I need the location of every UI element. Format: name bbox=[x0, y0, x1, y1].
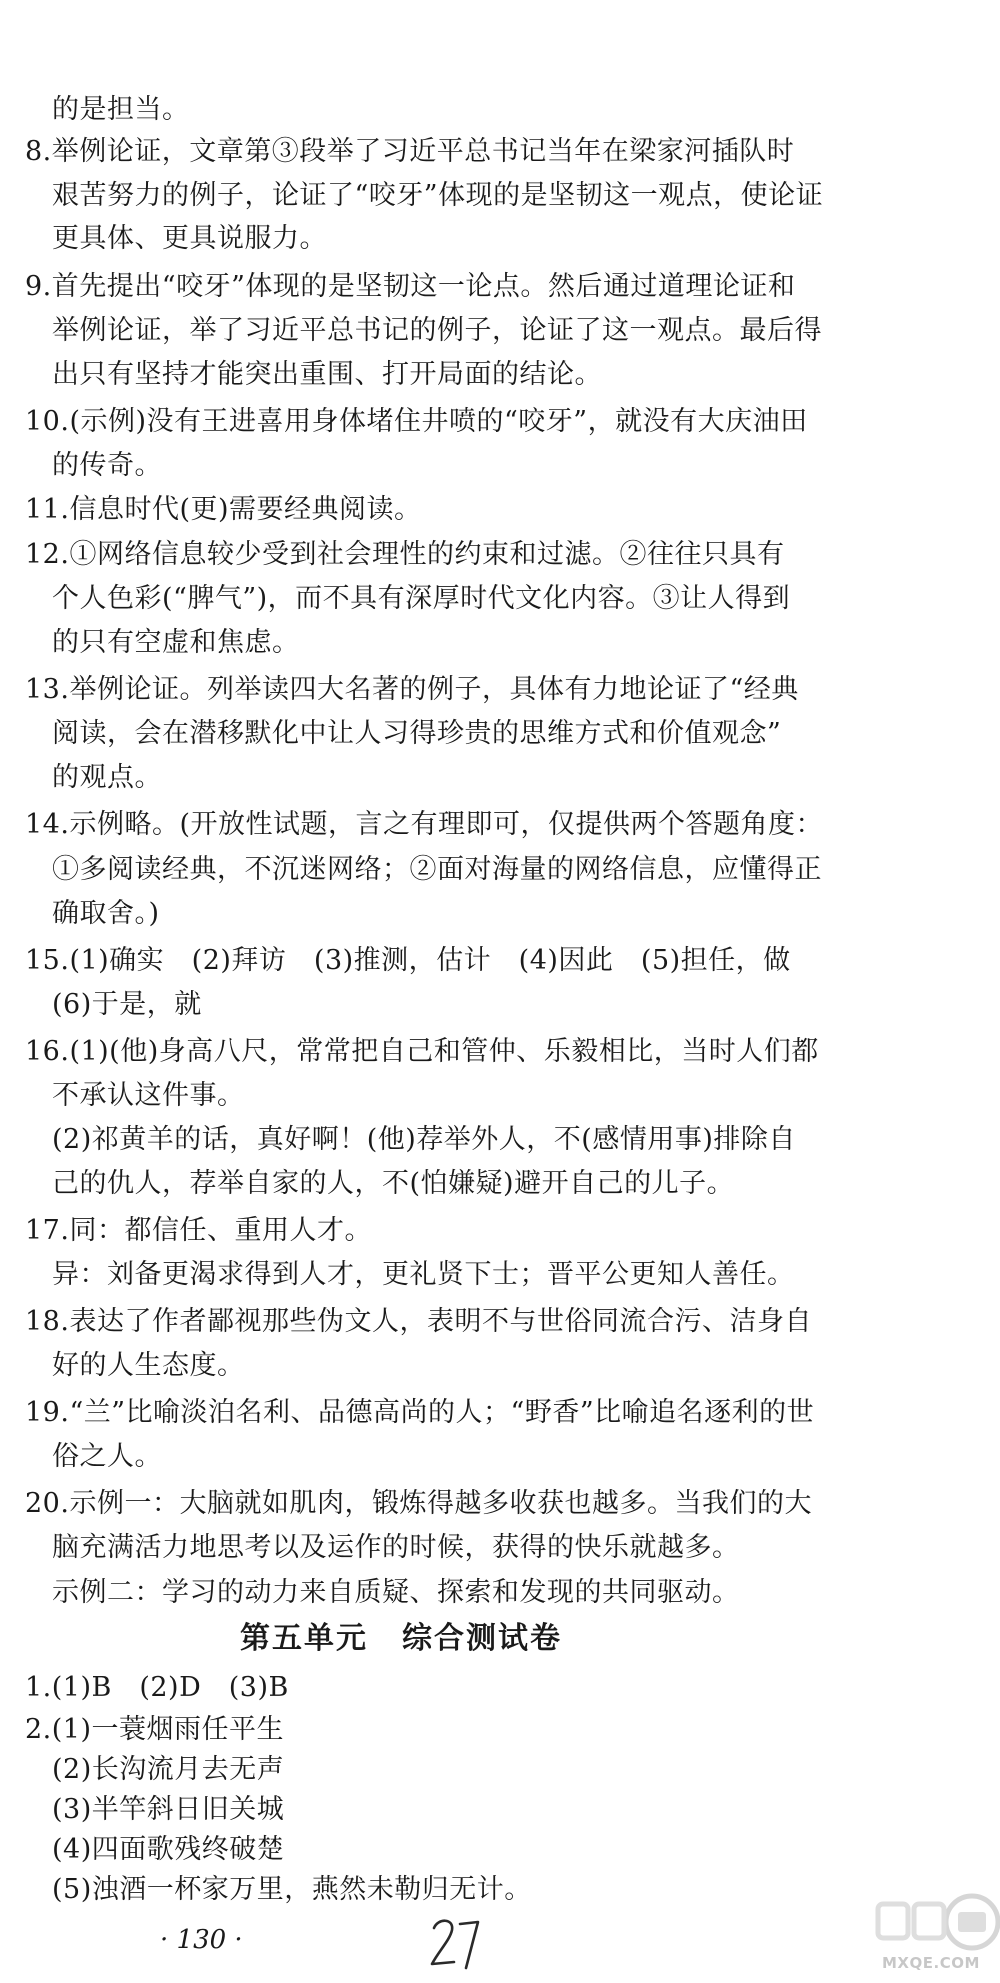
answer-line-6: (5)浊酒一杯家万里，燕然未勒归无计。 bbox=[52, 1874, 532, 1905]
handwritten-27-icon bbox=[428, 1912, 484, 1972]
text-line-18: ①多阅读经典，不沉迷网络；②面对海量的网络信息，应懂得正 bbox=[52, 854, 822, 885]
answer-seal-icon bbox=[872, 1890, 1000, 1954]
text-line-22: 16.(1)(他)身高八尺，常常把自己和管仲、乐毅相比，当时人们都 bbox=[25, 1036, 819, 1067]
text-line-9: 的传奇。 bbox=[52, 450, 162, 481]
text-line-20: 15.(1)确实 (2)拜访 (3)推测，估计 (4)因此 (5)担任，做 bbox=[25, 945, 791, 976]
text-line-17: 14.示例略。(开放性试题，言之有理即可，仅提供两个答题角度： bbox=[25, 809, 823, 840]
text-line-23: 不承认这件事。 bbox=[52, 1080, 245, 1111]
text-line-25: 己的仇人，荐举自家的人，不(怕嫌疑)避开自己的儿子。 bbox=[52, 1168, 735, 1199]
section-heading-unit: 第五单元 bbox=[240, 1621, 368, 1656]
text-line-14: 13.举例论证。列举读四大名著的例子，具体有力地论证了“经典 bbox=[25, 674, 799, 705]
text-line-34b: 示例二：学习的动力来自质疑、探索和发现的共同驱动。 bbox=[52, 1577, 740, 1608]
text-line-33b: 脑充满活力地思考以及运作的时候，获得的快乐就越多。 bbox=[52, 1532, 740, 1563]
text-line-7: 出只有坚持才能突出重围、打开局面的结论。 bbox=[52, 359, 602, 390]
text-line-6: 举例论证，举了习近平总书记的例子，论证了这一观点。最后得 bbox=[52, 315, 822, 346]
text-line-2: 8.举例论证，文章第③段举了习近平总书记当年在梁家河插队时 bbox=[25, 136, 795, 167]
text-line-28: 18.表达了作者鄙视那些伪文人，表明不与世俗同流合污、洁身自 bbox=[25, 1306, 812, 1337]
text-line-5: 9.首先提出“咬牙”体现的是坚韧这一论点。然后通过道理论证和 bbox=[25, 271, 796, 302]
text-line-29: 好的人生态度。 bbox=[52, 1350, 245, 1381]
handwritten-note bbox=[428, 1912, 484, 1972]
text-line-19: 确取舍。) bbox=[52, 898, 160, 929]
page-number: · 130 · bbox=[160, 1925, 243, 1955]
text-line-30: 19.“兰”比喻淡泊名利、品德高尚的人；“野香”比喻追名逐利的世 bbox=[25, 1397, 815, 1428]
answer-line-1: 1.(1)B (2)D (3)B bbox=[25, 1672, 289, 1703]
text-line-26: 17.同：都信任、重用人才。 bbox=[25, 1215, 372, 1246]
text-line-24: (2)祁黄羊的话，真好啊！(他)荐举外人，不(感情用事)排除自 bbox=[52, 1124, 796, 1155]
text-line-31: 俗之人。 bbox=[52, 1441, 162, 1472]
text-line-16: 的观点。 bbox=[52, 762, 162, 793]
text-line-27: 异：刘备更渴求得到人才，更礼贤下士；晋平公更知人善任。 bbox=[52, 1259, 795, 1290]
answer-line-5: (4)四面歌残终破楚 bbox=[52, 1834, 285, 1865]
text-line-13: 的只有空虚和焦虑。 bbox=[52, 627, 300, 658]
text-line-32: 20.示例一：大脑就如肌肉，锻炼得越多收获也越多。当我们的大 bbox=[25, 1488, 812, 1519]
text-line-10: 11.信息时代(更)需要经典阅读。 bbox=[25, 494, 422, 525]
answer-line-4: (3)半竿斜日旧关城 bbox=[52, 1794, 285, 1825]
text-line-21: (6)于是，就 bbox=[52, 989, 202, 1020]
text-line-8: 10.(示例)没有王进喜用身体堵住井喷的“咬牙”，就没有大庆油田 bbox=[25, 406, 808, 437]
section-heading bbox=[240, 1619, 562, 1659]
text-line-12: 个人色彩(“脾气”)，而不具有深厚时代文化内容。③让人得到 bbox=[52, 583, 791, 614]
answer-line-2: 2.(1)一蓑烟雨任平生 bbox=[25, 1714, 285, 1745]
text-line-1: 的是担当。 bbox=[52, 94, 190, 125]
section-heading-title: 综合测试卷 bbox=[402, 1621, 562, 1656]
site-watermark bbox=[872, 1890, 1000, 1983]
text-line-11: 12.①网络信息较少受到社会理性的约束和过滤。②往往只具有 bbox=[25, 539, 785, 570]
text-line-4: 更具体、更具说服力。 bbox=[52, 223, 327, 254]
text-line-3: 艰苦努力的例子，论证了“咬牙”体现的是坚韧这一观点，使论证 bbox=[52, 180, 824, 211]
answer-line-3: (2)长沟流月去无声 bbox=[52, 1754, 285, 1785]
watermark-text: MXQE.COM bbox=[882, 1954, 980, 1972]
text-line-15: 阅读，会在潜移默化中让人习得珍贵的思维方式和价值观念” bbox=[52, 718, 782, 749]
